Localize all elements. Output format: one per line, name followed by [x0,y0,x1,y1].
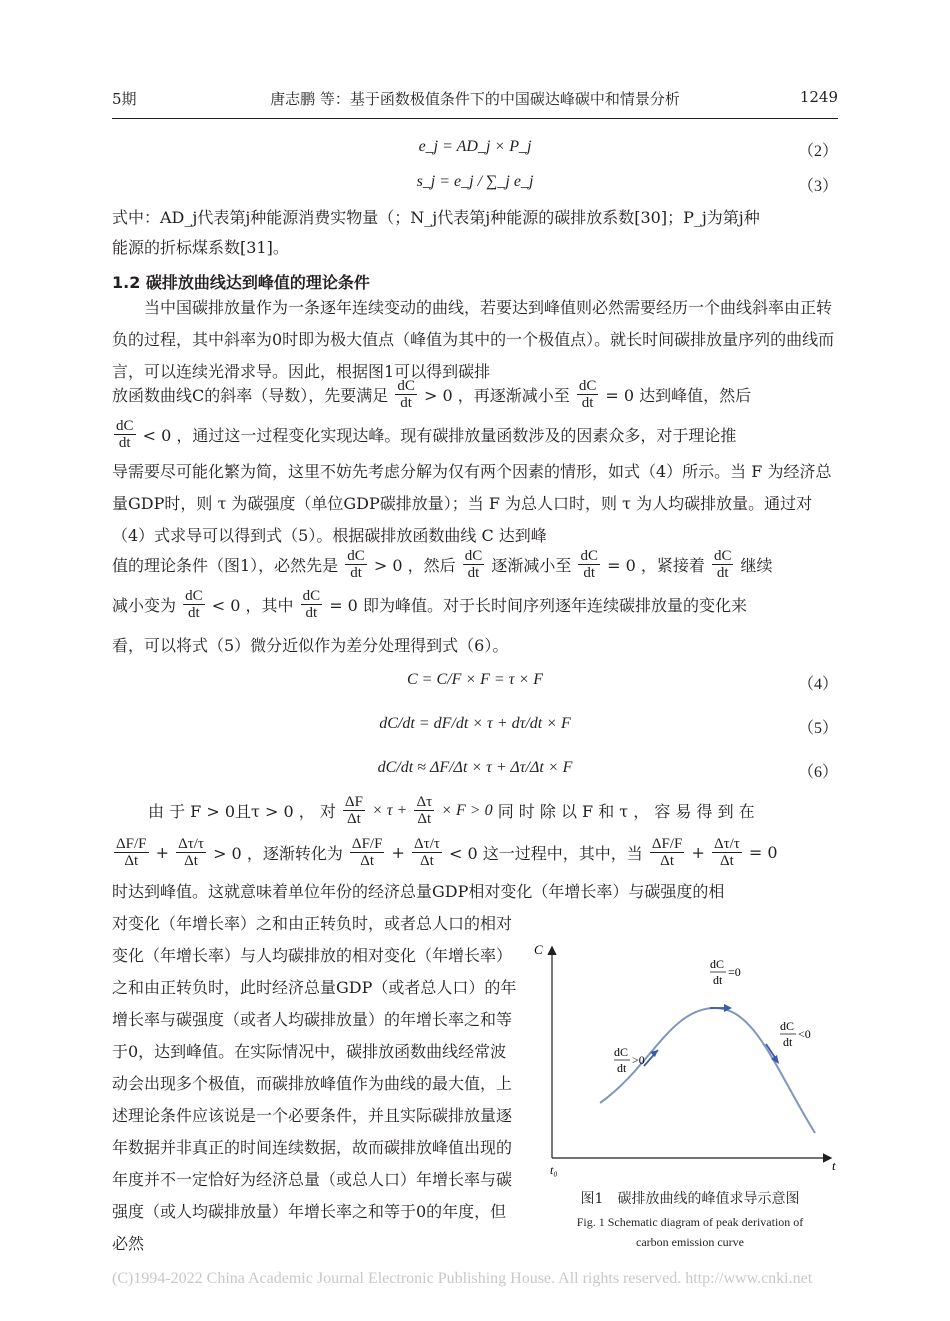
equation-5-formula: dC/dt = dF/dt × τ + dτ/dt × F [379,715,571,732]
numerator: dC [397,378,415,394]
denominator: dt [188,605,200,621]
fraction-dc-dt [577,378,599,411]
fraction-dc-dt [183,588,205,621]
fraction-dc-dt [712,548,734,581]
numerator: Δτ [416,794,433,810]
denominator: Δt [184,853,198,869]
running-title: 唐志鹏 等：基于函数极值条件下的中国碳达峰碳中和情景分析 [270,90,680,108]
numerator: dC [302,588,321,604]
equation-5-number: （5） [797,720,838,737]
label-rising-value: >0 [632,1053,645,1067]
math-span: × τ + [372,801,408,819]
numerator: ΔF/F [116,836,147,852]
paragraph-1d: 导需要尽可能化繁为简，这里不妨先考虑分解为仅有两个因素的情形，如式（4）所示。当 F 为经济总量GDP时，则 τ 为碳强度（单位GDP碳排放量）；当 F 为总人口时，则 τ 为人均碳排放量。通过对（4）式求导可以得到式（5）。根据碳排放函数曲线 C 达到峰 [112,462,832,545]
denominator: dt [583,565,596,581]
text-span: 由 于 F > 0且τ > 0 ， 对 [148,802,336,821]
equation-4-formula: C = C/F × F = τ × F [406,671,544,688]
equation-4-number: （4） [797,676,838,693]
figure-caption-cn: 图1 碳排放曲线的峰值求导示意图 [580,1191,800,1207]
label-rising-den: dt [617,1061,627,1075]
math-span: + [155,843,169,862]
denominator: dt [581,395,594,411]
text-span: = 0 ，紧接着 [607,556,705,575]
definitions-line-2: 能源的折标煤系数[31]。 [112,238,289,257]
numerator: dC [116,418,134,434]
text-span: 逐渐减小至 [491,556,572,575]
fraction-dc-dt [345,548,367,581]
numerator: dC [578,378,597,394]
equation-2-number: （2） [797,143,838,160]
fraction-dc-dt [301,588,323,621]
x-axis-label: t [832,1158,836,1173]
figure-caption-en-line-2: carbon emission curve [636,1235,744,1249]
text-span: < 0 这一过程中，其中，当 [448,844,643,863]
x-origin-label: t₀ [550,1163,558,1177]
paragraph-1a: 当中国碳排放量作为一条逐年连续变动的曲线，若要达到峰值则必然需要经历一个曲线斜率由正转负的过程，其中斜率为0时即为极大值点（峰值为其中的一个极值点）。就长时间碳排放量序列的曲线而言，可以连续光滑求导。因此，根据图1可以得到碳排 [112,298,835,381]
equation-3-formula: s_j = e_j / ∑_j e_j [416,173,534,190]
numerator: Δτ/τ [178,836,204,852]
paragraph-1g: 看，可以将式（5）微分近似作为差分处理得到式（6）。 [112,636,509,655]
numerator: ΔF/F [651,836,683,852]
numerator: dC [185,588,203,604]
text-span: > 0 ，然后 [373,556,456,575]
paragraph-2b [112,836,838,876]
equation-4 [112,668,838,698]
fraction-dtt-dt [176,836,206,869]
fraction-df-dt [343,794,365,827]
fraction-dc-dt [114,418,136,451]
math-span: + [391,843,405,862]
text-span: 同 时 除 以 F 和 τ ， 容 易 得 到 在 [497,802,755,821]
text-span: > 0 ，逐渐转化为 [213,844,343,863]
label-peak-num: dC [710,957,725,971]
fraction-dc-dt [463,548,485,581]
figure-caption-en-line-1: Fig. 1 Schematic diagram of peak derivation of [576,1215,804,1229]
fraction-dtau-dt [414,794,434,827]
denominator: Δt [360,853,375,869]
numerator: dC [580,548,598,564]
denominator: Δt [347,811,361,827]
text-span: > 0 ，再逐渐减小至 [423,386,570,405]
paragraph-2a [112,794,838,834]
text-span: 减小变为 [112,596,177,615]
fraction-dc-dt [395,378,417,411]
paragraph-1f [112,588,838,628]
paragraph-1b [112,378,838,418]
figure-caption-en [540,1212,840,1252]
figure-1 [534,938,850,1178]
text-span: < 0 ，通过这一过程变化实现达峰。现有碳排放量函数涉及的因素众多，对于理论推 [142,426,737,445]
equation-5 [112,712,838,742]
label-falling-num: dC [780,1019,795,1033]
paragraph-2c: 时达到峰值。这就意味着单位年份的经济总量GDP相对变化（年增长率）与碳强度的相 [112,882,725,901]
text-span: 继续 [740,556,773,575]
text-span: = 0 即为峰值。对于长时间序列逐年连续碳排放量的变化来 [329,596,747,615]
header-rule [112,118,838,119]
numerator: Δτ/τ [713,836,740,852]
label-falling-value: <0 [798,1027,811,1041]
fraction-dff-dt [114,836,149,869]
label-falling [780,1019,811,1049]
running-header [112,88,838,118]
fraction-dc-dt [578,548,600,581]
equation-6-number: （6） [797,764,838,781]
y-axis-label: C [534,942,543,957]
equation-3 [112,170,838,200]
denominator: dt [305,605,318,621]
paragraph-1c [112,418,838,458]
math-span: + [691,843,705,862]
denominator: Δt [124,853,139,869]
equation-2 [112,135,838,165]
label-rising-num: dC [614,1045,629,1059]
numerator: ΔF/F [351,836,383,852]
paragraph-2d: 对变化（年增长率）之和由正转负时，或者总人口的相对变化（年增长率）与人均碳排放的相对变化（年增长率）之和由正转负时，此时经济总量GDP（或者总人口）的年增长率与碳强度（或者人均碳排放量）的年增长率之和等于0，达到峰值。在实际情况中，碳排放函数曲线经常波动会出现多个极值，而碳排放峰值作为曲线的最大值，上述理论条件应该说是一个必要条件，并且实际碳排放量逐年数据并非真正的时间连续数据，故而碳排放峰值出现的年度并不一定恰好为经济总量（或总人口）年增长率与碳强度（或人均碳排放量）年增长率之和等于0的年度，但必然 [112,914,517,1253]
fraction-dtt-dt [412,836,442,869]
label-rising [614,1045,645,1075]
figure-1-diagram [534,938,850,1178]
text-span: < 0 ，其中 [211,596,294,615]
page-number: 1249 [799,88,838,106]
text-span: = 0 [748,843,778,862]
definitions-line-1: 式中：AD_j代表第j种能源消费实物量（；N_j代表第j种能源的碳排放系数[30]；P_j为第j种 [112,208,760,227]
copyright-footer: (C)1994-2022 China Academic Journal Electronic Publishing House. All rights reserved. http://www.cnki.net [112,1270,813,1287]
math-span: × F > 0 [441,801,493,819]
section-title: 1.2 碳排放曲线达到峰值的理论条件 [112,273,370,292]
paragraph-1e [112,548,838,588]
numerator: dC [713,548,732,564]
label-peak-value: =0 [728,965,741,979]
label-peak [710,957,741,987]
text-span: 放函数曲线C的斜率（导数），先要满足 [112,386,389,405]
fraction-dff-dt [350,836,385,869]
numerator: ΔF [344,794,363,810]
equation-6-formula: dC/dt ≈ ΔF/Δt × τ + Δτ/Δt × F [377,759,573,776]
fraction-dtt-dt [712,836,742,869]
numerator: dC [347,548,365,564]
equation-6 [112,756,838,786]
fraction-dff-dt [650,836,685,869]
label-falling-den: dt [783,1035,793,1049]
denominator: dt [118,435,131,451]
numerator: dC [464,548,483,564]
denominator: Δt [417,811,432,827]
text-span: 值的理论条件（图1），必然先是 [112,556,339,575]
denominator: Δt [660,853,674,869]
equation-3-number: （3） [797,178,838,195]
denominator: dt [350,565,362,581]
label-peak-den: dt [713,973,723,987]
denominator: dt [467,565,480,581]
denominator: dt [716,565,729,581]
denominator: Δt [420,853,434,869]
issue-number: 5期 [112,90,137,108]
denominator: Δt [719,853,734,869]
text-span: = 0 达到峰值，然后 [605,386,752,405]
equation-2-formula: e_j = AD_j × P_j [418,138,532,155]
denominator: dt [400,395,412,411]
numerator: Δτ/τ [414,836,440,852]
